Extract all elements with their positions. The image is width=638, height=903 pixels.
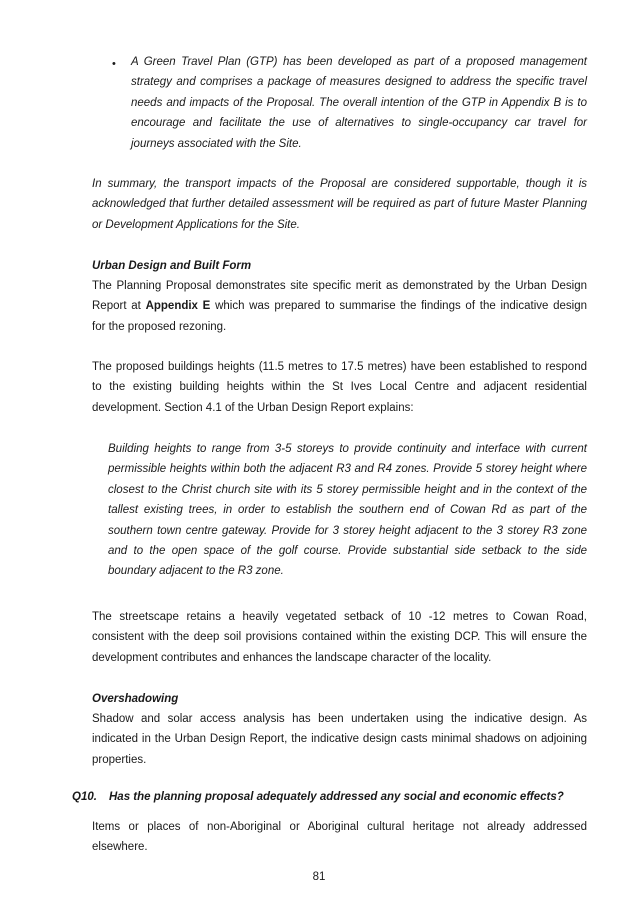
text-line: development. Section 4.1 of the Urban Design Report explains: [92,401,414,414]
text-line: for the proposed rezoning. [92,320,227,333]
urban-design-quote [108,439,587,582]
overshadowing-paragraph [92,709,587,770]
text-line: A Green Travel Plan (GTP) has been developed as part of a proposed management [131,56,587,68]
text-line: encourage and facilitate the use of alternatives to single-occupancy car travel for [131,117,587,130]
text-line: In summary, the transport impacts of the Proposal are considered supportable, though it is [92,178,587,190]
text-run: Report at [92,300,146,313]
appendix-reference: Appendix E [145,300,211,313]
text-line: closest to the Christ church site with its 5 storey permissible height and in the context of the [108,483,587,496]
text-line: to the existing building heights within the St Ives Local Centre and adjacent residential [92,381,587,394]
text-line: indicated in the Urban Design Report, the indicative design casts minimal shadows on adjoining [92,733,587,746]
question-number: Q10. [72,791,97,803]
text-line: properties. [92,753,147,766]
text-line: tallest existing trees, in order to establish the southern end of Cowan Rd as part of the [108,504,587,517]
text-line: journeys associated with the Site. [131,137,302,150]
text-line: needs and impacts of the Proposal. The overall intention of the GTP in Appendix B is to [131,96,587,109]
question-text: Has the planning proposal adequately addressed any social and economic effects? [109,791,564,803]
urban-design-paragraph-2 [92,357,587,418]
bullet-icon: • [112,58,116,70]
text-line: or Development Applications for the Site. [92,218,300,231]
text-line: and to the open space of the golf course. Provide substantial side setback to the side [108,545,587,558]
text-line: permissible heights within both the adjacent R3 and R4 zones. Provide 5 storey height where [108,463,587,476]
page-number: 81 [312,871,326,883]
text-line [92,296,587,316]
text-line: Shadow and solar access analysis has been undertaken using the indicative design. As [92,713,587,725]
summary-paragraph [92,174,587,235]
streetscape-paragraph [92,607,587,668]
urban-design-heading: Urban Design and Built Form [92,260,252,272]
text-line: The proposed buildings heights (11.5 metres to 17.5 metres) have been established to respond [92,361,587,373]
question-answer-paragraph [92,817,587,858]
text-line: boundary adjacent to the R3 zone. [108,565,284,578]
text-line: elsewhere. [92,841,148,854]
text-line: Items or places of non-Aboriginal or Aboriginal cultural heritage not already addressed [92,821,587,833]
text-line: acknowledged that further detailed assessment will be required as part of future Master Planning [92,198,587,211]
text-run: which was prepared to summarise the findings of the indicative design [210,300,587,313]
gtp-bullet-paragraph [131,52,587,154]
text-line: The streetscape retains a heavily vegetated setback of 10 -12 metres to Cowan Road, [92,611,587,623]
text-line: southern town centre gateway. Provide for 3 storey height adjacent to the 3 storey R3 zone [108,524,587,537]
text-line: The Planning Proposal demonstrates site specific merit as demonstrated by the Urban Design [92,280,587,292]
text-line: consistent with the deep soil provisions contained within the existing DCP. This will ensure the [92,631,587,644]
overshadowing-heading: Overshadowing [92,693,179,705]
text-line: strategy and comprises a package of measures designed to address the specific travel [131,76,587,89]
text-line: development contributes and enhances the landscape character of the locality. [92,651,492,664]
text-line: Building heights to range from 3-5 storeys to provide continuity and interface with current [108,443,587,455]
urban-design-paragraph-1 [92,276,587,337]
